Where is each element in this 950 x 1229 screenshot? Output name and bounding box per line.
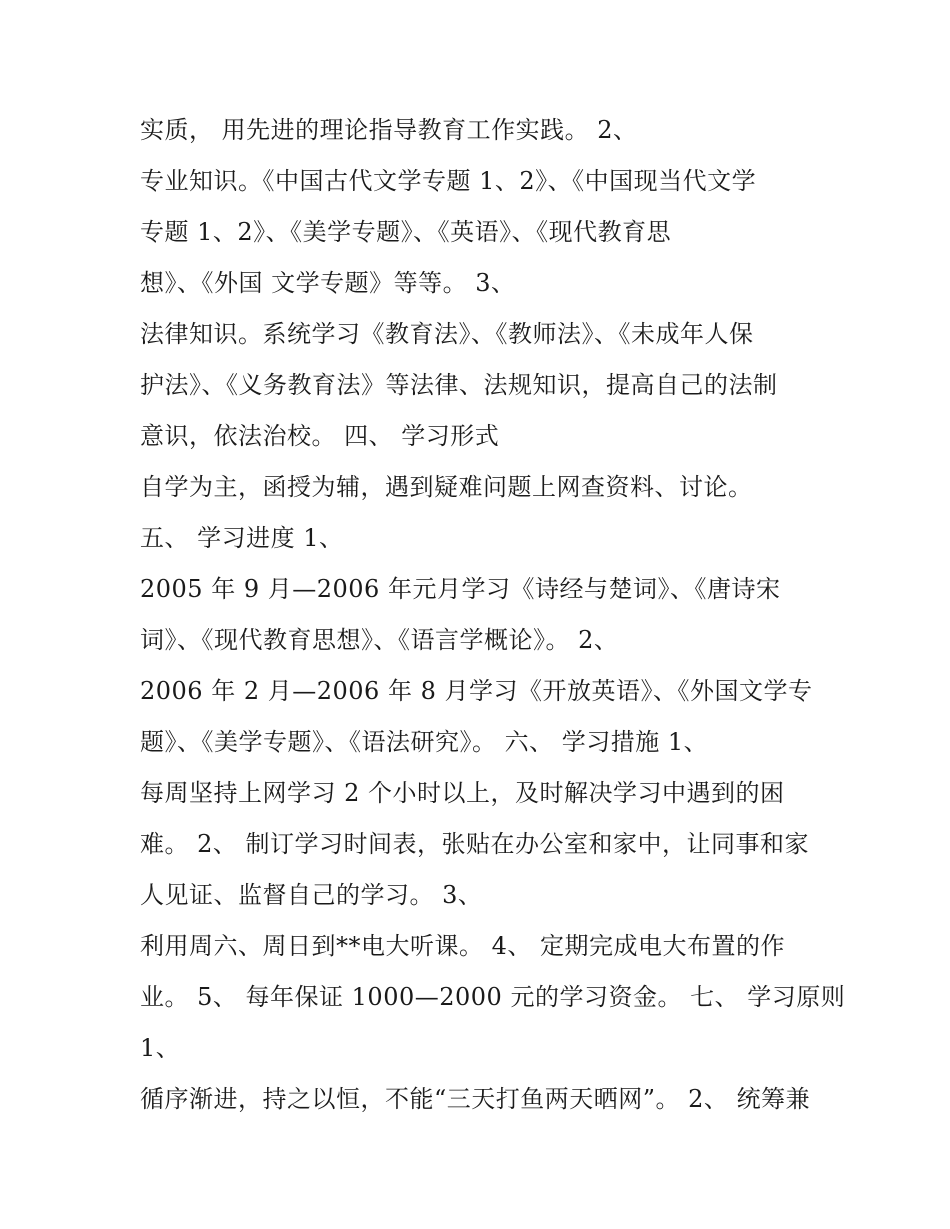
text-line: 难。 2、 制订学习时间表，张贴在办公室和家中，让同事和家 xyxy=(140,830,810,858)
text-line: 意识，依法治校。 四、 学习形式 xyxy=(140,422,500,450)
text-line: 词》、《现代教育思想》、《语言学概论》。 2、 xyxy=(140,626,619,654)
text-line: 自学为主，函授为辅，遇到疑难问题上网查资料、讨论。 xyxy=(140,473,753,501)
text-line: 人见证、监督自己的学习。 3、 xyxy=(140,881,483,909)
text-line: 想》、《外国 文学专题》等等。 3、 xyxy=(140,269,516,297)
text-line: 法律知识。系统学习《教育法》、《教师法》、《未成年人保 xyxy=(140,320,754,348)
document-body xyxy=(140,108,846,1128)
text-line: 护法》、《义务教育法》等法律、法规知识，提高自己的法制 xyxy=(140,371,778,399)
text-line: 循序渐进，持之以恒，不能“三天打鱼两天晒网”。 2、 统筹兼 xyxy=(140,1085,811,1113)
text-line: 利用周六、周日到**电大听课。 4、 定期完成电大布置的作 xyxy=(140,932,786,960)
text-line: 业。 5、 每年保证 1000—2000 元的学习资金。 七、 学习原则 xyxy=(140,983,846,1011)
text-line: 1、 xyxy=(140,1034,181,1062)
text-line: 实质， 用先进的理论指导教育工作实践。 2、 xyxy=(140,116,638,144)
text-line: 五、 学习进度 1、 xyxy=(140,524,344,552)
text-line: 专题 1、2》、《美学专题》、《英语》、《现代教育思 xyxy=(140,218,672,246)
text-line: 题》、《美学专题》、《语法研究》。 六、 学习措施 1、 xyxy=(140,728,709,756)
text-line: 每周坚持上网学习 2 个小时以上，及时解决学习中遇到的困 xyxy=(140,779,785,807)
text-line: 2005 年 9 月—2006 年元月学习《诗经与楚词》、《唐诗宋 xyxy=(140,575,781,603)
text-line: 2006 年 2 月—2006 年 8 月学习《开放英语》、《外国文学专 xyxy=(140,677,813,705)
text-line: 专业知识。《中国古代文学专题 1、2》、《中国现当代文学 xyxy=(140,167,757,195)
